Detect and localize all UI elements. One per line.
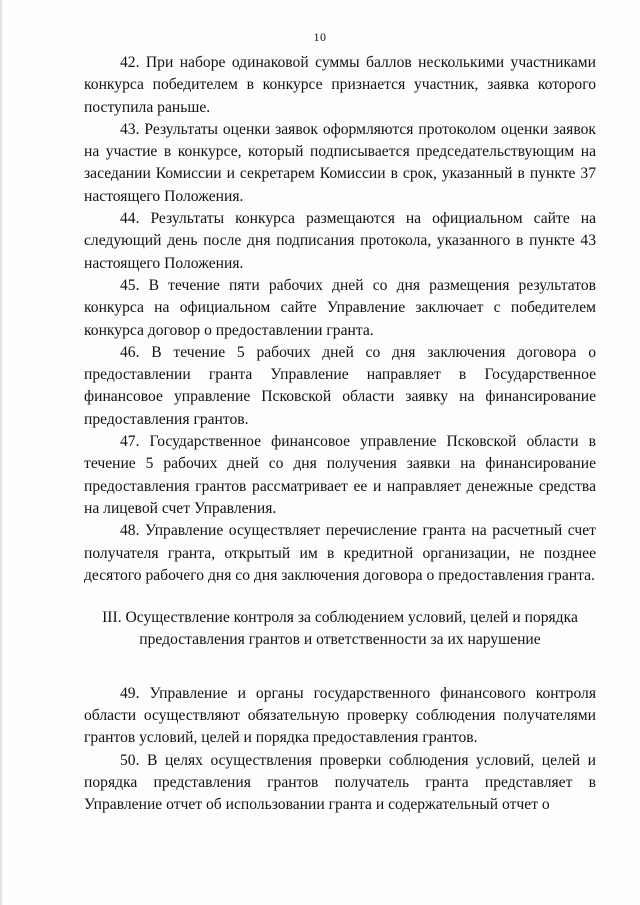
paragraph-50: 50. В целях осуществления проверки соблюдения условий, целей и порядка представления грантов получатель гранта представляет в Управление отчет об использовании гранта и содержательный отчет о [84, 751, 596, 814]
paragraph-46: 46. В течение 5 рабочих дней со дня заключения договора о предоставлении гранта Управление направляет в Государственное финансовое управление Псковской области заявку на финансирование предоставления грантов. [84, 343, 596, 428]
paragraph-47: 47. Государственное финансовое управление Псковской области в течение 5 рабочих дней со дня получения заявки на финансирование предоставления грантов рассматривает ее и направляет денежные средства на лицевой счет Управления. [84, 433, 596, 517]
paragraph-44: 44. Результаты конкурса размещаются на официальном сайте на следующий день после дня подписания протокола, указанного в пункте 43 настоящего Положения. [84, 210, 596, 272]
section-heading: III. Осуществление контроля за соблюдением условий, целей и порядка предоставления грантов и ответственности за их нарушение [102, 609, 578, 649]
paragraph-43: 43. Результаты оценки заявок оформляются протоколом оценки заявок на участие в конкурсе, который подписывается председательствующим на заседании Комиссии и секретарем Комиссии в срок, указанный в пункте 37 настоящего Положения. [84, 120, 596, 205]
paragraph-45: 45. В течение пяти рабочих дней со дня размещения результатов конкурса на официальном сайте Управление заключает с победителем конкурса договор о предоставлении гранта. [84, 276, 596, 339]
paragraph-42: 42. При наборе одинаковой суммы баллов несколькими участниками конкурса победителем в конкурсе признается участник, заявка которого поступила раньше. [84, 54, 596, 116]
page-number: 10 [313, 30, 327, 44]
paragraph-49: 49. Управление и органы государственного финансового контроля области осуществляют обязательную проверку соблюдения получателями грантов условий, целей и порядка предоставления грантов. [84, 684, 596, 747]
document-body [84, 52, 596, 817]
paragraph-48: 48. Управление осуществляет перечисление гранта на расчетный счет получателя гранта, открытый им в кредитной организации, не позднее десятого рабочего дня со дня заключения договора о предоставления гранта. [84, 522, 596, 584]
page-edge-shadow [0, 0, 3, 905]
